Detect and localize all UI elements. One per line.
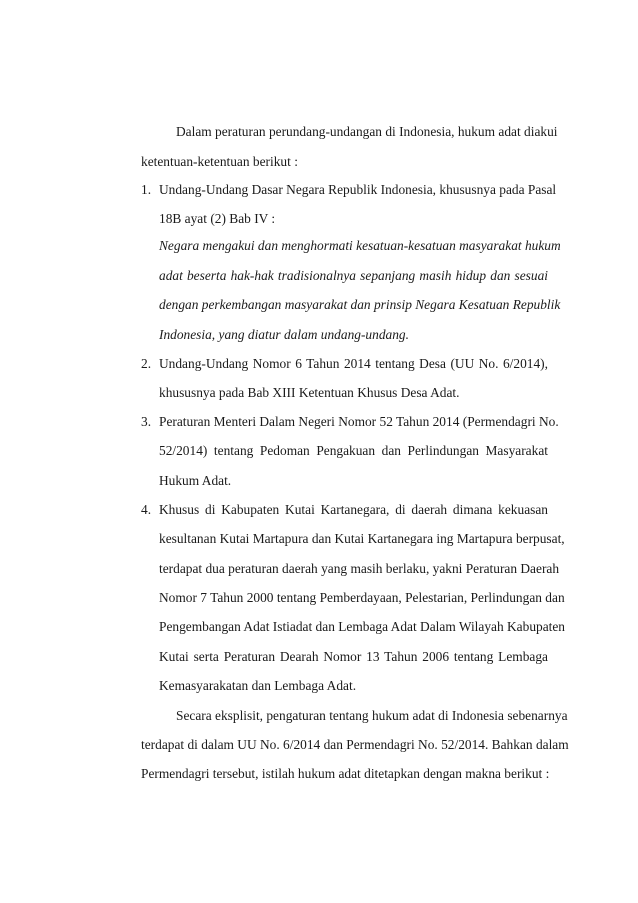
list-item-2-line-2: khususnya pada Bab XIII Ketentuan Khusus Desa Adat. <box>159 385 460 400</box>
list-item-1-quote-line-1: Negara mengakui dan menghormati kesatuan-kesatuan masyarakat hukum <box>159 238 561 253</box>
list-item-4-number: 4. <box>141 502 152 517</box>
list-item-4-line-7: Kemasyarakatan dan Lembaga Adat. <box>159 678 357 693</box>
list-item-4-line-1: Khusus di Kabupaten Kutai Kartanegara, di daerah dimana kekuasan <box>159 502 548 517</box>
list-item-1-line-1: Undang-Undang Dasar Negara Republik Indonesia, khususnya pada Pasal <box>159 182 557 197</box>
list-item-3-line-1: Peraturan Menteri Dalam Negeri Nomor 52 Tahun 2014 (Permendagri No. <box>159 414 559 429</box>
list-item-1-number: 1. <box>141 182 152 197</box>
paragraph-2-line-1: Secara eksplisit, pengaturan tentang hukum adat di Indonesia sebenarnya <box>176 708 568 723</box>
list-item-2-number: 2. <box>141 356 152 371</box>
list-item-2-line-1: Undang-Undang Nomor 6 Tahun 2014 tentang Desa (UU No. 6/2014), <box>159 356 548 371</box>
paragraph-2-line-2: terdapat di dalam UU No. 6/2014 dan Permendagri No. 52/2014. Bahkan dalam <box>141 737 569 752</box>
paragraph-2-line-3: Permendagri tersebut, istilah hukum adat ditetapkan dengan makna berikut : <box>141 766 550 781</box>
list-item-3-line-2: 52/2014) tentang Pedoman Pengakuan dan Perlindungan Masyarakat <box>159 443 548 458</box>
paragraph-1-line-1: Dalam peraturan perundang-undangan di Indonesia, hukum adat diakui <box>176 124 558 139</box>
list-item-1-line-2: 18B ayat (2) Bab IV : <box>159 211 276 226</box>
paragraph-1-line-2: ketentuan-ketentuan berikut : <box>141 154 298 169</box>
list-item-3-line-3: Hukum Adat. <box>159 473 232 488</box>
list-item-4-line-2: kesultanan Kutai Martapura dan Kutai Kartanegara ing Martapura berpusat, <box>159 531 565 546</box>
list-item-4-line-6: Kutai serta Peraturan Dearah Nomor 13 Tahun 2006 tentang Lembaga <box>159 649 548 664</box>
list-item-1-quote-line-3: dengan perkembangan masyarakat dan prinsip Negara Kesatuan Republik <box>159 297 561 312</box>
list-item-4-line-5: Pengembangan Adat Istiadat dan Lembaga Adat Dalam Wilayah Kabupaten <box>159 619 566 634</box>
list-item-4-line-4: Nomor 7 Tahun 2000 tentang Pemberdayaan, Pelestarian, Perlindungan dan <box>159 590 565 605</box>
list-item-1-quote-line-4: Indonesia, yang diatur dalam undang-undang. <box>159 327 409 342</box>
list-item-1-quote-line-2: adat beserta hak-hak tradisionalnya sepanjang masih hidup dan sesuai <box>159 268 548 283</box>
list-item-4-line-3: terdapat dua peraturan daerah yang masih berlaku, yakni Peraturan Daerah <box>159 561 560 576</box>
list-item-3-number: 3. <box>141 414 152 429</box>
